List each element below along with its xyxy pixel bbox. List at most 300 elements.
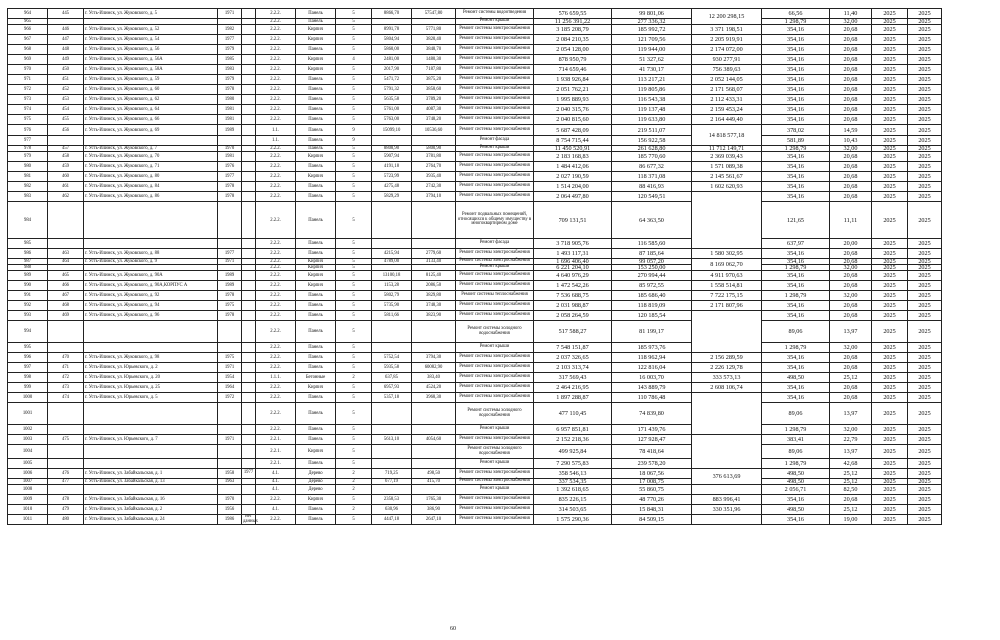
extra-year-cell	[242, 35, 256, 45]
floors-cell: 5	[336, 265, 372, 271]
living-area-cell	[412, 321, 456, 343]
total-area-cell	[372, 459, 412, 469]
living-area-cell: 383,40	[412, 373, 456, 383]
wall-material-cell: Дерево	[296, 479, 336, 485]
finish-year-cell: 2025	[908, 321, 942, 343]
control-cost-cell: 99 057,20	[612, 259, 692, 265]
wall-material-cell: Кирпич	[296, 25, 336, 35]
living-area-cell: 3875,20	[412, 75, 456, 85]
work-cost-cell: 317 569,43	[534, 373, 612, 383]
row-number-cell: 972	[8, 85, 48, 95]
category-cell: 1.1.	[256, 125, 296, 136]
plan-year-cell: 2025	[872, 265, 908, 271]
work-type-cell: Ремонт крыши	[456, 425, 534, 435]
wall-material-cell: Кирпич	[296, 281, 336, 291]
work-cost-cell: 314 503,65	[534, 505, 612, 515]
row-number-cell: 989	[8, 271, 48, 281]
wall-material-cell: Панель	[296, 353, 336, 363]
floors-cell: 5	[336, 192, 372, 202]
total-area-cell	[372, 239, 412, 249]
table-row	[8, 115, 1000, 125]
table-row	[8, 373, 1000, 383]
unit-cost-cell: 1 298,79	[762, 19, 830, 25]
work-type-cell: Ремонт системы электроснабжения	[456, 495, 534, 505]
house-total-cell: 7 722 175,15	[692, 291, 762, 301]
address-cell: г. Усть-Илимск, ул. Жуковского, д. 90А,КОРПУС А	[84, 281, 218, 291]
unit-control-cost-cell: 32,00	[830, 343, 872, 353]
control-cost-cell: 119 633,80	[612, 115, 692, 125]
extra-year-cell	[242, 55, 256, 65]
total-area-cell: 5357,18	[372, 393, 412, 403]
table-row	[8, 105, 1000, 115]
build-year-cell: 1978	[218, 85, 242, 95]
category-cell: 2.2.2.	[256, 75, 296, 85]
house-code-cell	[48, 459, 84, 469]
living-area-cell	[412, 239, 456, 249]
house-total-cell: 930 277,91	[692, 55, 762, 65]
floors-cell: 4	[336, 55, 372, 65]
house-total-cell: 756 389,63	[692, 65, 762, 75]
row-number-cell: 984	[8, 202, 48, 239]
category-cell: 2.2.2.	[256, 291, 296, 301]
address-cell: г. Усть-Илимск, ул. Юрьевского, д. 25	[84, 383, 218, 393]
row-number-cell: 994	[8, 321, 48, 343]
work-cost-cell: 2 031 988,87	[534, 301, 612, 311]
row-number-cell: 1007	[8, 479, 48, 485]
house-code-cell: 460	[48, 172, 84, 182]
build-year-cell: 1977	[218, 172, 242, 182]
category-cell: 2.2.2.	[256, 172, 296, 182]
finish-year-cell: 2025	[908, 353, 942, 363]
work-type-cell: Ремонт системы электроснабжения	[456, 363, 534, 373]
build-year-cell: 1956	[218, 505, 242, 515]
work-type-cell: Ремонт крыши	[456, 19, 534, 25]
control-cost-cell: 85 972,55	[612, 281, 692, 291]
house-code-cell: 474	[48, 393, 84, 403]
total-area-cell	[372, 425, 412, 435]
living-area-cell	[412, 202, 456, 239]
plan-year-cell: 2025	[872, 85, 908, 95]
work-cost-cell: 6 957 851,81	[534, 425, 612, 435]
control-cost-cell: 118 819,09	[612, 301, 692, 311]
floors-cell: 2	[336, 505, 372, 515]
work-type-cell: Ремонт крыши	[456, 146, 534, 152]
category-cell: 2.2.2.	[256, 321, 296, 343]
row-number-cell: 1011	[8, 515, 48, 525]
build-year-cell: 1981	[218, 115, 242, 125]
work-cost-cell: 2 183 168,83	[534, 152, 612, 162]
row-number-cell: 970	[8, 65, 48, 75]
house-total-cell: 11 712 149,71	[692, 146, 762, 152]
house-code-cell: 447	[48, 35, 84, 45]
work-type-cell: Ремонт подвальных помещений, относящихся к общему имуществу в многоквартирном доме	[456, 202, 534, 239]
total-area-cell: 5811,66	[372, 311, 412, 321]
unit-cost-cell: 581,89	[762, 136, 830, 146]
table-row	[8, 363, 1000, 373]
total-area-cell	[372, 202, 412, 239]
control-cost-cell: 17 008,75	[612, 479, 692, 485]
control-cost-cell: 261 628,80	[612, 146, 692, 152]
build-year-cell	[218, 239, 242, 249]
work-cost-cell: 2 054 128,00	[534, 45, 612, 55]
row-number-cell: 1006	[8, 469, 48, 479]
plan-year-cell: 2025	[872, 172, 908, 182]
wall-material-cell: Дерево	[296, 485, 336, 495]
wall-material-cell: Панель	[296, 162, 336, 172]
total-area-cell	[372, 485, 412, 495]
work-cost-cell: 2 152 218,36	[534, 435, 612, 445]
control-cost-cell: 16 003,70	[612, 373, 692, 383]
floors-cell: 5	[336, 281, 372, 291]
category-cell: 1.1.	[256, 136, 296, 146]
house-total-cell: 2 369 039,43	[692, 152, 762, 162]
work-cost-cell: 2 051 762,21	[534, 85, 612, 95]
house-code-cell: 462	[48, 192, 84, 202]
house-total-cell: 330 351,96	[692, 505, 762, 515]
category-cell: 2.2.2.	[256, 9, 296, 19]
work-cost-cell: 3 185 208,79	[534, 25, 612, 35]
unit-cost-cell: 354,16	[762, 105, 830, 115]
house-code-cell: 470	[48, 353, 84, 363]
build-year-cell: 1971	[218, 435, 242, 445]
category-cell: 4.1.	[256, 479, 296, 485]
finish-year-cell: 2025	[908, 75, 942, 85]
wall-material-cell: Панель	[296, 515, 336, 525]
work-cost-cell: 358 546,13	[534, 469, 612, 479]
floors-cell: 5	[336, 19, 372, 25]
table-row	[8, 311, 1000, 321]
plan-year-cell: 2025	[872, 192, 908, 202]
control-cost-cell: 119 944,00	[612, 45, 692, 55]
floors-cell: 5	[336, 115, 372, 125]
category-cell: 2.2.2.	[256, 55, 296, 65]
address-cell: г. Усть-Илимск, ул. Юрьевского, д. 7	[84, 435, 218, 445]
total-area-cell: 5613,10	[372, 435, 412, 445]
work-type-cell: Ремонт системы электроснабжения	[456, 125, 534, 136]
category-cell: 2.2.2.	[256, 343, 296, 353]
address-cell	[84, 136, 218, 146]
build-year-cell: 1971	[218, 259, 242, 265]
build-year-cell	[218, 403, 242, 425]
address-cell: г. Усть-Илимск, ул. Юрьевского, д. 5	[84, 393, 218, 403]
address-cell: г. Усть-Илимск, ул. Жуковского, д. 58А	[84, 65, 218, 75]
unit-control-cost-cell: 20,68	[830, 281, 872, 291]
work-cost-cell: 1 575 290,36	[534, 515, 612, 525]
living-area-cell: 10536,60	[412, 125, 456, 136]
row-number-cell: 1000	[8, 393, 48, 403]
row-number-cell: 995	[8, 343, 48, 353]
row-number-cell: 975	[8, 115, 48, 125]
work-cost-cell: 7 536 688,75	[534, 291, 612, 301]
extra-year-cell	[242, 393, 256, 403]
work-cost-cell: 714 659,46	[534, 65, 612, 75]
category-cell: 2.2.2.	[256, 281, 296, 291]
work-type-cell: Ремонт крыши	[456, 485, 534, 495]
category-cell: 2.2.2.	[256, 95, 296, 105]
unit-cost-cell: 89,06	[762, 403, 830, 425]
row-number-cell: 1008	[8, 485, 48, 495]
category-cell: 2.2.2.	[256, 265, 296, 271]
control-cost-cell: 185 973,76	[612, 343, 692, 353]
unit-cost-cell: 354,16	[762, 363, 830, 373]
house-code-cell: 456	[48, 125, 84, 136]
living-area-cell: 3794,30	[412, 353, 456, 363]
unit-cost-cell: 498,50	[762, 373, 830, 383]
work-type-cell: Ремонт системы электроснабжения	[456, 95, 534, 105]
house-code-cell: 479	[48, 505, 84, 515]
address-cell: г. Усть-Илимск, ул. Забайкальская, д. 1	[84, 469, 218, 479]
work-cost-cell: 576 659,55	[534, 9, 612, 19]
build-year-cell: 1978	[218, 291, 242, 301]
work-type-cell: Ремонт системы электроснабжения	[456, 249, 534, 259]
finish-year-cell: 2025	[908, 383, 942, 393]
wall-material-cell: Панель	[296, 192, 336, 202]
floors-cell: 5	[336, 146, 372, 152]
floors-cell: 5	[336, 202, 372, 239]
row-number-cell: 990	[8, 281, 48, 291]
floors-cell: 5	[336, 321, 372, 343]
house-code-cell	[48, 321, 84, 343]
control-cost-cell: 185 686,40	[612, 291, 692, 301]
extra-year-cell	[242, 45, 256, 55]
build-year-cell	[218, 485, 242, 495]
extra-year-cell: нет данных	[243, 514, 258, 524]
address-cell	[84, 343, 218, 353]
plan-year-cell: 2025	[872, 202, 908, 239]
house-total-cell: 2 112 433,31	[692, 95, 762, 105]
unit-control-cost-cell: 20,68	[830, 75, 872, 85]
floors-cell: 5	[336, 25, 372, 35]
address-cell: г. Усть-Илимск, ул. Жуковского, д. 80	[84, 172, 218, 182]
finish-year-cell: 2025	[908, 515, 942, 525]
unit-control-cost-cell: 20,00	[830, 239, 872, 249]
unit-control-cost-cell: 32,00	[830, 291, 872, 301]
house-code-cell: 478	[48, 495, 84, 505]
house-code-cell: 457	[48, 146, 84, 152]
plan-year-cell: 2025	[872, 65, 908, 75]
unit-control-cost-cell: 10,43	[830, 136, 872, 146]
wall-material-cell: Панель	[296, 95, 336, 105]
unit-control-cost-cell: 20,68	[830, 95, 872, 105]
unit-control-cost-cell: 20,68	[830, 162, 872, 172]
total-area-cell: 5723,99	[372, 172, 412, 182]
row-number-cell: 1004	[8, 445, 48, 459]
work-type-cell: Ремонт системы электроснабжения	[456, 259, 534, 265]
living-area-cell	[412, 459, 456, 469]
work-cost-cell: 2 084 210,35	[534, 35, 612, 45]
house-code-cell: 480	[48, 515, 84, 525]
work-cost-cell: 11 450 520,91	[534, 146, 612, 152]
address-cell	[84, 403, 218, 425]
wall-material-cell: Кирпич	[296, 65, 336, 75]
finish-year-cell: 2025	[908, 202, 942, 239]
floors-cell: 5	[336, 271, 372, 281]
table-row	[8, 35, 1000, 45]
plan-year-cell: 2025	[872, 495, 908, 505]
floors-cell: 5	[336, 249, 372, 259]
house-code-cell	[48, 403, 84, 425]
total-area-cell	[372, 136, 412, 146]
row-number-cell: 991	[8, 291, 48, 301]
extra-year-cell	[242, 425, 256, 435]
category-cell: 4.1.	[256, 485, 296, 495]
total-area-cell: 8991,78	[372, 25, 412, 35]
house-code-cell: 461	[48, 182, 84, 192]
table-row	[8, 301, 1000, 311]
category-cell: 2.2.2.	[256, 239, 296, 249]
unit-control-cost-cell: 32,00	[830, 425, 872, 435]
work-type-cell: Ремонт системы водоотведения	[456, 9, 534, 19]
table-row	[8, 445, 1000, 459]
finish-year-cell: 2025	[908, 271, 942, 281]
floors-cell: 5	[336, 353, 372, 363]
unit-cost-cell: 354,16	[762, 35, 830, 45]
address-cell: г. Усть-Илимск, ул. Жуковского, д. 69	[84, 125, 218, 136]
floors-cell: 5	[336, 445, 372, 459]
house-code-cell: 468	[48, 301, 84, 311]
living-area-cell: 3848,70	[412, 45, 456, 55]
control-cost-cell: 118 962,94	[612, 353, 692, 363]
unit-control-cost-cell: 32,00	[830, 146, 872, 152]
floors-cell: 5	[336, 311, 372, 321]
work-cost-cell: 2 040 315,76	[534, 105, 612, 115]
extra-year-cell	[242, 363, 256, 373]
finish-year-cell: 2025	[908, 311, 942, 321]
total-area-cell: 5635,58	[372, 95, 412, 105]
row-number-cell: 1003	[8, 435, 48, 445]
control-cost-cell: 118 371,08	[612, 172, 692, 182]
extra-year-cell	[242, 249, 256, 259]
house-code-cell	[48, 136, 84, 146]
house-total-cell: 2 171 807,96	[692, 301, 762, 311]
house-code-cell: 448	[48, 45, 84, 55]
table-row	[8, 459, 1000, 469]
address-cell: г. Усть-Илимск, ул. Жуковского, д. 70	[84, 152, 218, 162]
finish-year-cell: 2025	[908, 469, 942, 479]
total-area-cell: 5752,54	[372, 353, 412, 363]
control-cost-cell: 78 418,64	[612, 445, 692, 459]
wall-material-cell: Кирпич	[296, 445, 336, 459]
floors-cell: 5	[336, 393, 372, 403]
control-cost-cell: 119 137,48	[612, 105, 692, 115]
house-code-cell: 449	[48, 55, 84, 65]
table-row	[8, 152, 1000, 162]
floors-cell: 5	[336, 343, 372, 353]
row-number-cell: 978	[8, 146, 48, 152]
plan-year-cell: 2025	[872, 291, 908, 301]
plan-year-cell: 2025	[872, 45, 908, 55]
control-cost-cell: 153 250,00	[612, 265, 692, 271]
house-total-cell: 2 171 568,07	[692, 85, 762, 95]
control-cost-cell: 171 439,76	[612, 425, 692, 435]
category-cell: 4.1.	[256, 505, 296, 515]
house-code-cell: 465	[48, 271, 84, 281]
living-area-cell: 3935,40	[412, 172, 456, 182]
finish-year-cell: 2025	[908, 25, 942, 35]
table-row	[8, 136, 1000, 146]
table-row	[8, 182, 1000, 192]
row-number-cell: 976	[8, 125, 48, 136]
total-area-cell: 2358,53	[372, 495, 412, 505]
extra-year-cell	[242, 403, 256, 425]
finish-year-cell: 2025	[908, 479, 942, 485]
work-cost-cell: 7 290 575,83	[534, 459, 612, 469]
unit-control-cost-cell: 82,50	[830, 485, 872, 495]
unit-cost-cell: 498,50	[762, 469, 830, 479]
total-area-cell: 5907,94	[372, 152, 412, 162]
build-year-cell: 1975	[218, 301, 242, 311]
unit-control-cost-cell: 20,68	[830, 353, 872, 363]
plan-year-cell: 2025	[872, 373, 908, 383]
extra-year-cell	[242, 172, 256, 182]
extra-year-cell	[242, 152, 256, 162]
unit-cost-cell: 1 298,79	[762, 265, 830, 271]
total-area-cell: 4215,94	[372, 249, 412, 259]
house-code-cell: 453	[48, 95, 84, 105]
house-total-cell: 2 156 289,59	[692, 353, 762, 363]
build-year-cell	[218, 136, 242, 146]
work-type-cell: Ремонт крыши	[456, 265, 534, 271]
build-year-cell: 1983	[218, 65, 242, 75]
work-type-cell: Ремонт системы теплоснабжения	[456, 291, 534, 301]
build-year-cell: 1958	[218, 469, 242, 479]
unit-control-cost-cell: 20,68	[830, 35, 872, 45]
living-area-cell: 2742,30	[412, 182, 456, 192]
category-cell: 2.2.2.	[256, 25, 296, 35]
work-type-cell: Ремонт крыши	[456, 343, 534, 353]
plan-year-cell: 2025	[872, 115, 908, 125]
wall-material-cell: Панель	[296, 239, 336, 249]
control-cost-cell: 86 677,32	[612, 162, 692, 172]
category-cell: 2.2.2.	[256, 301, 296, 311]
extra-year-cell	[242, 25, 256, 35]
wall-material-cell: Панель	[296, 459, 336, 469]
unit-cost-cell: 1 298,79	[762, 459, 830, 469]
house-code-cell	[48, 202, 84, 239]
table-row	[8, 495, 1000, 505]
address-cell: г. Усть-Илимск, ул. Жуковского, д. 71	[84, 162, 218, 172]
house-total-cell	[692, 515, 762, 525]
house-code-cell: 472	[48, 373, 84, 383]
row-number-cell: 977	[8, 136, 48, 146]
total-area-cell: 5802,79	[372, 291, 412, 301]
unit-control-cost-cell: 25,12	[830, 373, 872, 383]
work-type-cell: Ремонт системы электроснабжения	[456, 383, 534, 393]
extra-year-cell	[242, 65, 256, 75]
wall-material-cell: Кирпич	[296, 265, 336, 271]
floors-cell: 5	[336, 75, 372, 85]
work-type-cell: Ремонт системы холодного водоснабжения	[456, 403, 534, 425]
unit-control-cost-cell: 20,68	[830, 301, 872, 311]
category-cell: 2.2.2.	[256, 271, 296, 281]
plan-year-cell: 2025	[872, 95, 908, 105]
plan-year-cell: 2025	[872, 425, 908, 435]
build-year-cell: 1989	[218, 125, 242, 136]
finish-year-cell: 2025	[908, 239, 942, 249]
work-cost-cell: 1 472 542,26	[534, 281, 612, 291]
row-number-cell: 992	[8, 301, 48, 311]
row-number-cell: 971	[8, 75, 48, 85]
category-cell: 2.2.2.	[256, 105, 296, 115]
work-type-cell: Ремонт системы электроснабжения	[456, 192, 534, 202]
finish-year-cell: 2025	[908, 343, 942, 353]
category-cell: 2.2.2.	[256, 85, 296, 95]
house-total-cell	[692, 435, 762, 469]
house-code-cell: 458	[48, 152, 84, 162]
table-row	[8, 271, 1000, 281]
wall-material-cell: Панель	[296, 425, 336, 435]
row-number-cell: 964	[8, 9, 48, 19]
